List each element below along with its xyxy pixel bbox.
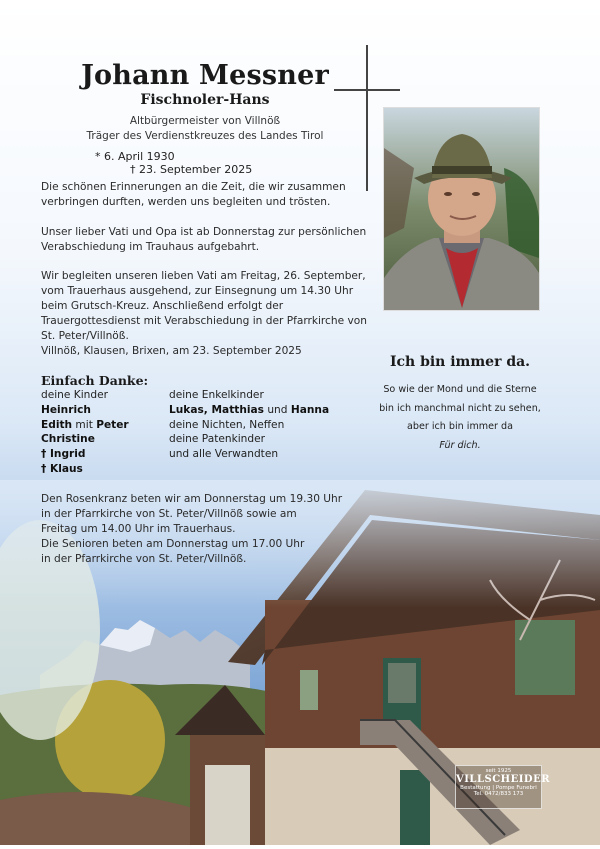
list-item: Edith [41, 418, 73, 431]
list-item: Peter [96, 418, 129, 431]
rosary-line: Den Rosenkranz beten wir am Donnerstag um 19.30 Uhr [41, 493, 343, 505]
thanks-left-column [41, 388, 129, 477]
quote-line: bin ich manchmal nicht zu sehen, [379, 403, 541, 414]
list-item: deine Nichten, Neffen [169, 418, 285, 431]
life-dates [95, 150, 335, 176]
list-item-joiner: und [263, 403, 291, 416]
honor-line: Träger des Verdienstkreuzes des Landes Tirol [86, 130, 324, 142]
rosary-line: in der Pfarrkirche von St. Peter/Villnöß. [41, 553, 247, 565]
place-date: Villnöß, Klausen, Brixen, am 23. September 2025 [41, 345, 302, 357]
funeral-home-logo [455, 765, 551, 809]
quote-line: So wie der Mond und die Sterne [383, 384, 537, 395]
portrait-photo [383, 107, 540, 311]
cross-bar [334, 89, 400, 91]
list-item: Hanna [290, 403, 330, 416]
list-item-joiner: mit [72, 418, 97, 431]
list-item: Lukas, Matthias [169, 403, 264, 416]
nickname: Fischnoler-Hans [140, 92, 270, 108]
list-item: und alle Verwandten [169, 448, 279, 461]
thanks-title: Einfach Danke: [41, 373, 149, 388]
rosary-text [41, 492, 371, 567]
rosary-line: Die Senioren beten am Donnerstag um 17.00 Uhr [41, 538, 305, 550]
rosary-line: Freitag um 14.00 Uhr im Trauerhaus. [41, 523, 236, 535]
role-line: Altbürgermeister von Villnöß [129, 115, 281, 127]
logo-phone: Tel. 0472/833 173 [473, 791, 524, 797]
quote-title: Ich bin immer da. [389, 354, 531, 370]
list-item: deine Patenkinder [169, 433, 265, 446]
list-item: Heinrich [41, 403, 91, 416]
viewing-paragraph: Unser lieber Vati und Opa ist ab Donnerstag zur persönlichen Verabschiedung im Trauhaus aufgebahrt. [41, 226, 367, 253]
deceased-name: Johann Messner [81, 60, 329, 91]
quote-line: aber ich bin immer da [406, 421, 514, 432]
funeral-paragraph: Wir begleiten unseren lieben Vati am Freitag, 26. September, vom Trauerhaus ausgehend, zur Einsegnung um 14.30 Uhr beim Grutsch-Kreuz. Anschließend erfolgt der Trauergottesdienst mit Verabschiedung in der Pfarrkirche von St. Peter/Villnöß. [41, 270, 367, 342]
quote-line: Für dich. [439, 440, 481, 451]
list-item: † Klaus [41, 462, 83, 475]
logo-tagline: Bestattung | Pompe Funebri [460, 785, 537, 791]
list-item: deine Kinder [41, 389, 108, 401]
logo-brand: VILLSCHEIDER [456, 774, 551, 785]
logo-since: seit 1925 [485, 768, 512, 774]
cross-icon [366, 45, 368, 191]
rosary-line: in der Pfarrkirche von St. Peter/Villnöß sowie am [41, 508, 297, 520]
death-date: † 23. September 2025 [130, 163, 253, 176]
birth-date: * 6. April 1930 [95, 150, 175, 163]
thanks-right-column [169, 388, 329, 462]
memory-paragraph: Die schönen Erinnerungen an die Zeit, die wir zusammen verbringen durften, werden uns begleiten und trösten. [41, 181, 346, 208]
list-item: deine Enkelkinder [169, 389, 264, 401]
list-item: † Ingrid [41, 448, 86, 461]
list-item: Christine [41, 433, 95, 446]
